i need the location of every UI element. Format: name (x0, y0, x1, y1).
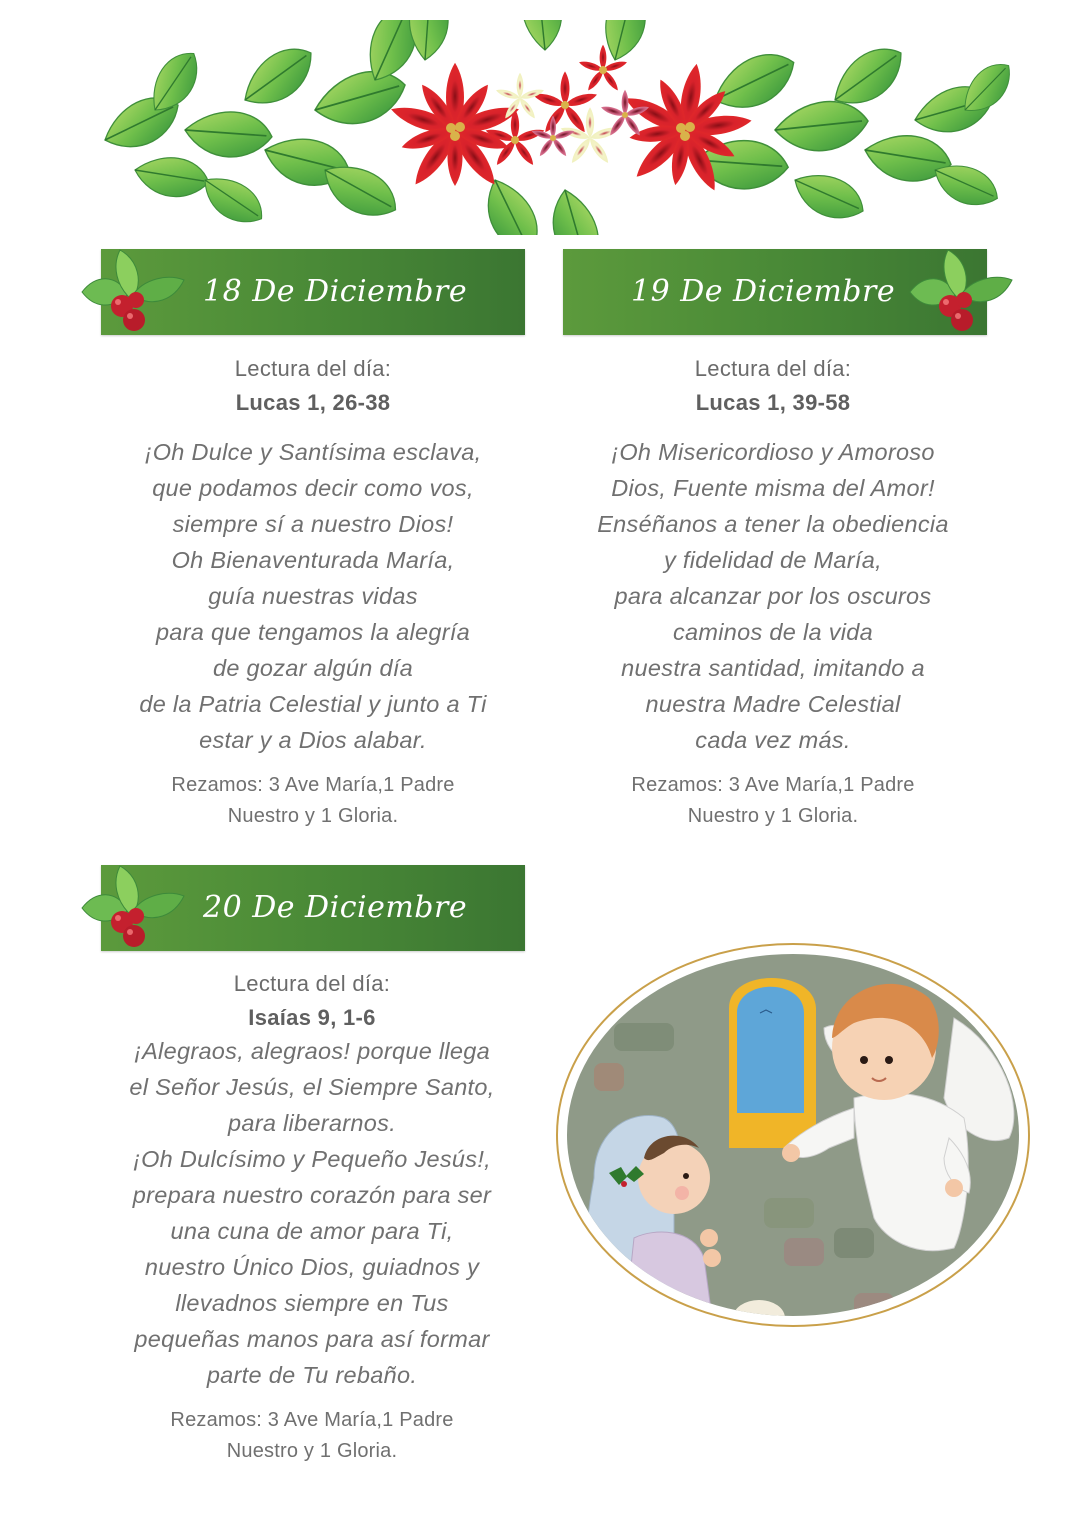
prayer-line: Oh Bienaventurada María, (171, 547, 455, 573)
prayer-line: y fidelidad de María, (664, 547, 882, 573)
day-18-title: 18 De Diciembre (203, 274, 468, 309)
day-20-content (90, 971, 534, 1467)
rezamos-text (101, 770, 525, 832)
lectura-label: Lectura del día: (233, 971, 391, 996)
prayer-line: una cuna de amor para Ti, (170, 1218, 454, 1244)
prayer-line: que podamos decir como vos, (152, 475, 474, 501)
day-18-content (101, 356, 525, 832)
day-19-title: 19 De Diciembre (631, 274, 896, 309)
rezamos-text (90, 1405, 534, 1467)
prayer-line: para alcanzar por los oscuros (614, 583, 932, 609)
prayer-line: ¡Oh Dulce y Santísima esclava, (144, 439, 482, 465)
prayer-text (561, 434, 985, 758)
prayer-line: Enséñanos a tener la obediencia (597, 511, 949, 537)
holly-berries-icon (900, 244, 1020, 334)
holly-berries-icon (72, 244, 192, 334)
lectura-reference: Lucas 1, 26-38 (235, 390, 391, 415)
rezamos-line: Nuestro y 1 Gloria. (226, 1440, 398, 1462)
prayer-line: parte de Tu rebaño. (206, 1362, 418, 1388)
prayer-line: llevadnos siempre en Tus (175, 1290, 449, 1316)
prayer-line: siempre sí a nuestro Dios! (172, 511, 454, 537)
prayer-line: pequeñas manos para así formar (134, 1326, 490, 1352)
lectura-reference: Lucas 1, 39-58 (695, 390, 851, 415)
rezamos-line: Nuestro y 1 Gloria. (227, 805, 399, 827)
prayer-line: Dios, Fuente misma del Amor! (611, 475, 935, 501)
prayer-line: guía nuestras vidas (208, 583, 418, 609)
prayer-line: el Señor Jesús, el Siempre Santo, (129, 1074, 495, 1100)
prayer-line: nuestra Madre Celestial (645, 691, 901, 717)
prayer-line: prepara nuestro corazón para ser (132, 1182, 492, 1208)
day-19-content (561, 356, 985, 832)
rezamos-line: Rezamos: 3 Ave María,1 Padre (170, 1409, 454, 1431)
rezamos-line: Nuestro y 1 Gloria. (687, 805, 859, 827)
prayer-text (101, 434, 525, 758)
prayer-line: ¡Alegraos, alegraos! porque llega (133, 1038, 491, 1064)
lectura-reference: Isaías 9, 1-6 (248, 1005, 376, 1030)
day-20-title: 20 De Diciembre (203, 890, 468, 925)
prayer-line: estar y a Dios alabar. (199, 727, 427, 753)
prayer-line: de la Patria Celestial y junto a Ti (139, 691, 487, 717)
prayer-text (90, 1033, 534, 1393)
prayer-line: de gozar algún día (212, 655, 414, 681)
lectura-label: Lectura del día: (694, 356, 852, 381)
prayer-line: nuestro Único Dios, guiadnos y (144, 1254, 480, 1280)
lectura-label: Lectura del día: (234, 356, 392, 381)
prayer-line: cada vez más. (695, 727, 851, 753)
poinsettia-garland-icon (95, 20, 1035, 235)
prayer-line: para que tengamos la alegría (155, 619, 471, 645)
prayer-line: ¡Oh Dulcísimo y Pequeño Jesús!, (132, 1146, 492, 1172)
prayer-line: caminos de la vida (672, 619, 874, 645)
prayer-line: ¡Oh Misericordioso y Amoroso (611, 439, 935, 465)
holly-berries-icon (72, 860, 192, 950)
prayer-line: nuestra santidad, imitando a (621, 655, 925, 681)
rezamos-line: Rezamos: 3 Ave María,1 Padre (631, 774, 915, 796)
prayer-line: para liberarnos. (227, 1110, 397, 1136)
annunciation-illustration-icon (554, 938, 1032, 1332)
rezamos-text (561, 770, 985, 832)
rezamos-line: Rezamos: 3 Ave María,1 Padre (171, 774, 455, 796)
